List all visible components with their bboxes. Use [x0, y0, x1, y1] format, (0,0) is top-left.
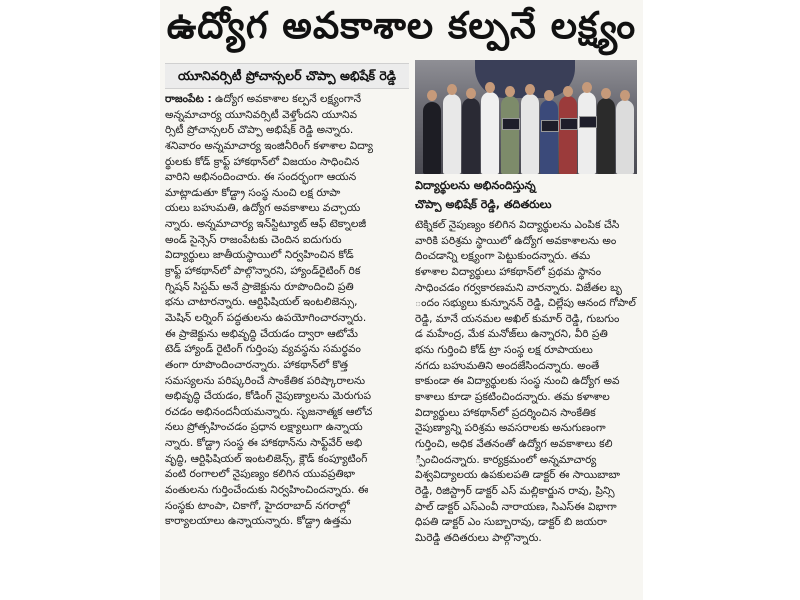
article-line [165, 467, 409, 483]
article-line: భను గుర్తించి కోడ్ ట్రా సంస్థ లక్ష రూపాయలు [415, 344, 593, 357]
article-line [165, 264, 409, 280]
article-line [165, 405, 409, 421]
article-line [165, 514, 409, 530]
article-line-text: అన్నమాచార్య యూనివర్సిటీ వెళ్తోందని యూనివ [165, 108, 358, 121]
article-line [165, 217, 409, 233]
article-line: రెడ్డి, మానే యనమల అఖిల్ కుమార్ రెడ్డి, గుబగుం [415, 312, 620, 325]
person-head [563, 86, 573, 97]
article-line [165, 499, 409, 515]
article-line [165, 311, 409, 327]
article-line-text: అండ్ సైన్సెస్ రాజంపేటకు చెందిన ఐదుగురు [165, 233, 342, 246]
dateline: రాజంపేట : [165, 93, 212, 105]
article-line-text: ఈ ప్రాజెక్టును అభివృద్ధి చేయడం ద్వారా ఆటోమే [165, 327, 358, 340]
article-line: గుర్తించి, అధిక వేతనంతో ఉద్యోగ అవకాశాలు కలి [415, 437, 613, 450]
article-line-text: మెషిన్ లర్నింగ్ పద్ధతులను ఉపయోగించారన్నారు. [165, 311, 367, 324]
subheadline: యూనివర్సిటీ ప్రోచాన్సలర్ చొప్పా అభిషేక్ రెడ్డి [165, 63, 409, 89]
article-line-text: శనివారం అన్నమాచార్య ఇంజినీరింగ్ కళాశాల విద్యా [165, 139, 374, 152]
article-line-text: వంటి రంగాలలో నైపుణ్యం కలిగిన యువప్రతిభా [165, 468, 356, 481]
article-line-text: కార్యాలయాలు ఉన్నాయన్నారు. కోడ్ట్రా ఉత్తమ [165, 515, 352, 528]
article-line: సాధించడం గర్వకారణమని వారన్నారు. విజేతల బృ [415, 281, 622, 294]
caption-line: విద్యార్థులను అభినందిస్తున్న [415, 179, 536, 192]
article-line: ధిపతి డాక్టర్ ఎం సుబ్బారావు, డాక్టర్ బి జయరా [415, 516, 607, 529]
article-line [165, 295, 409, 311]
article-line [165, 186, 409, 202]
person-figure [559, 96, 577, 174]
article-line: విద్యార్థులు హాకథాన్‌లో ప్రదర్శించిన సాంకేతిక [415, 406, 596, 419]
person-head [525, 84, 535, 95]
person-figure [423, 102, 441, 174]
article-line [165, 436, 409, 452]
article-line [165, 389, 409, 405]
person-figure [501, 96, 519, 174]
article-line-text: నలు ప్రోత్సహించడం ప్రధాన లక్ష్యాలుగా ఉన్నాయ [165, 421, 363, 434]
person-head [485, 82, 495, 93]
award-plaque [579, 116, 597, 128]
news-photo [415, 60, 637, 174]
article-line-text: ర్థులకు కోడ్ క్రాఫ్ట్ హాకథాన్‌లో విజయం సాధించిన [165, 155, 360, 168]
article-line: పాల్ డాక్టర్ ఎస్ఎంవీ నారాయణ, సిఎస్ఈ విభాగా [415, 500, 617, 513]
article-line: నగదు బహుమతిని అందజేసిందన్నారు. అంతే [415, 359, 600, 372]
person-figure [578, 92, 596, 174]
person-head [544, 90, 554, 101]
article-right-column [415, 218, 637, 598]
article-line [165, 170, 409, 186]
article-line: కళాశాల విద్యార్థులు హాకథాన్‌లో ప్రథమ స్థానం [415, 265, 602, 278]
article-line-text: క్రాఫ్ట్ హాకథాన్‌లో పాల్గొన్నారని, హ్యాండ్‌రైటింగ్ రిక [165, 265, 361, 278]
article-line [165, 123, 409, 139]
article-line [165, 201, 409, 217]
article-line: టెక్నికల్ నైపుణ్యం కలిగిన విద్యార్థులను ఎంపిక చేసి [415, 219, 620, 231]
article-line-text: విద్యార్థులు జాతీయస్థాయిలో నిర్వహించిన కోడ్ [165, 249, 354, 262]
article-line-text: ర్సిటీ ప్రోచాన్సలర్ చొప్పా అభిషేక్ రెడ్డి అన్నారు. [165, 124, 354, 137]
person-head [620, 90, 630, 101]
article-line: కాశాలు కూడా ప్రకటించిందన్నారు. తమ కళాశాల [415, 391, 610, 404]
person-head [582, 82, 592, 93]
newspaper-clipping [160, 0, 643, 600]
article-line [165, 92, 409, 108]
article-line: మిరెడ్డి తదితరులు పాల్గొన్నారు. [415, 531, 542, 544]
article-line: వారికి పరిశ్రమ స్థాయిలో ఉద్యోగ అవకాశాలను అం [415, 234, 617, 247]
award-plaque [541, 120, 559, 132]
person-figure [521, 94, 539, 174]
person-figure [462, 98, 480, 174]
article-line [165, 233, 409, 249]
article-line [165, 342, 409, 358]
article-line-text: సంస్థకు టాంపా, చికాగో, హైదరాబాద్ నగరాల్లో [165, 499, 350, 512]
article-line-text: న్నారు. కోడ్ట్రా సంస్థ ఈ హాకథాన్‌ను సాఫ్ట్‌వేర్ అభి [165, 437, 363, 450]
article-line: దించడాన్ని లక్ష్యంగా పెట్టుకుందన్నారు. తమ [415, 250, 591, 263]
article-line-text: వంతులను గుర్తించేందుకు నిర్వహించిందన్నారు. ఈ [165, 484, 369, 497]
article-line: ందం సభ్యులు కున్నూనన్ రెడ్డి, చిల్లేపు ఆనంద గోపాల్ [415, 297, 636, 310]
article-line-text: న్నారు. అన్నమాచార్య ఇన్‌స్టిట్యూట్ ఆఫ్ టెక్నాలజీ [165, 218, 367, 231]
article-line-text: సమస్యలను పరిష్కరించే సాంకేతిక పరిష్కారాలను [165, 374, 366, 387]
person-head [601, 88, 611, 99]
article-line [165, 420, 409, 436]
article-line-text: ఉద్యోగ అవకాశాల కల్పనే లక్ష్యంగానే [211, 93, 362, 105]
article-line-text: తంగా రూపొందించారన్నారు. హాకథాన్‌లో కొత్త [165, 358, 349, 371]
article-line [165, 374, 409, 390]
person-head [466, 88, 476, 99]
article-line-text: టెడ్ హ్యాండ్ రైటింగ్ గుర్తింపు వ్యవస్థను సమర్థవం [165, 343, 361, 356]
article-line: ్పించిందన్నారు. కార్యక్రమంలో అన్నమాచార్య [415, 453, 597, 466]
article-line [165, 327, 409, 343]
article-line [165, 248, 409, 264]
article-line-text: భను చాటారన్నారు. ఆర్టిఫిషియల్ ఇంటలిజెన్సు, [165, 296, 358, 309]
article-line [165, 280, 409, 296]
article-line [165, 155, 409, 171]
person-figure [481, 92, 499, 174]
article-left-column [165, 92, 409, 598]
award-plaque [502, 118, 520, 130]
article-line-text: వారిని అభినందించారు. ఈ సందర్భంగా ఆయన [165, 171, 357, 184]
article-line-text: రచడం అభినందనీయమన్నారు. సృజనాత్మక ఆలోచ [165, 405, 373, 418]
person-figure [597, 98, 615, 174]
person-figure [540, 100, 558, 174]
article-line-text: వృద్ధి, ఆర్టిఫిషియల్ ఇంటలిజెన్స్, క్లౌడ్ కంప్యూటింగ్ [165, 452, 368, 465]
article-line [165, 108, 409, 124]
article-line: డ మహేంద్ర, మేక మనోజ్‌లు ఉన్నారని, వీరి ప్రతి [415, 328, 608, 341]
article-line [165, 358, 409, 374]
article-line-text: గ్నిషన్ సిస్టమ్ అనే ప్రాజెక్టును రూపొందించి ప్రతి [165, 280, 354, 293]
article-line: కాకుండా ఈ విద్యార్థులకు సంస్థ నుంచి ఉద్యోగ అవ [415, 375, 620, 388]
caption-line: చొప్పా అభిషేక్ రెడ్డి, తదితరులు [415, 198, 552, 211]
headline: ఉద్యోగ అవకాశాల కల్పనే లక్ష్యం [166, 4, 637, 47]
person-figure [616, 100, 634, 174]
article-line [165, 452, 409, 468]
person-head [427, 90, 437, 101]
article-line-text: మాట్లాడుతూ కోడ్ట్రా సంస్థ నుంచి లక్ష రూపా [165, 186, 341, 199]
article-line [165, 139, 409, 155]
article-line-text: అభివృద్ధి చేయడం, కోడింగ్ నైపుణ్యాలను మెరుగుప [165, 390, 372, 403]
award-plaque [560, 118, 578, 130]
article-line: విశ్వవిద్యాలయ ఉపకులపతి డాక్టర్ ఈ సాయిబాబా [415, 469, 620, 482]
photo-caption [415, 176, 637, 214]
article-line [165, 483, 409, 499]
person-head [447, 84, 457, 95]
person-head [505, 86, 515, 97]
article-line-text: యలు బహుమతి, ఉద్యోగ అవకాశాలు వచ్చాయ [165, 202, 361, 215]
person-figure [443, 94, 461, 174]
article-line: నైపుణ్యాన్ని పరిశ్రమ అవసరాలకు అనుగుణంగా [415, 422, 606, 435]
article-line: రెడ్డి, రిజిస్ట్రార్ డాక్టర్ ఎస్ మల్లికార్జున రావు, ప్రిన్సి [415, 484, 615, 497]
